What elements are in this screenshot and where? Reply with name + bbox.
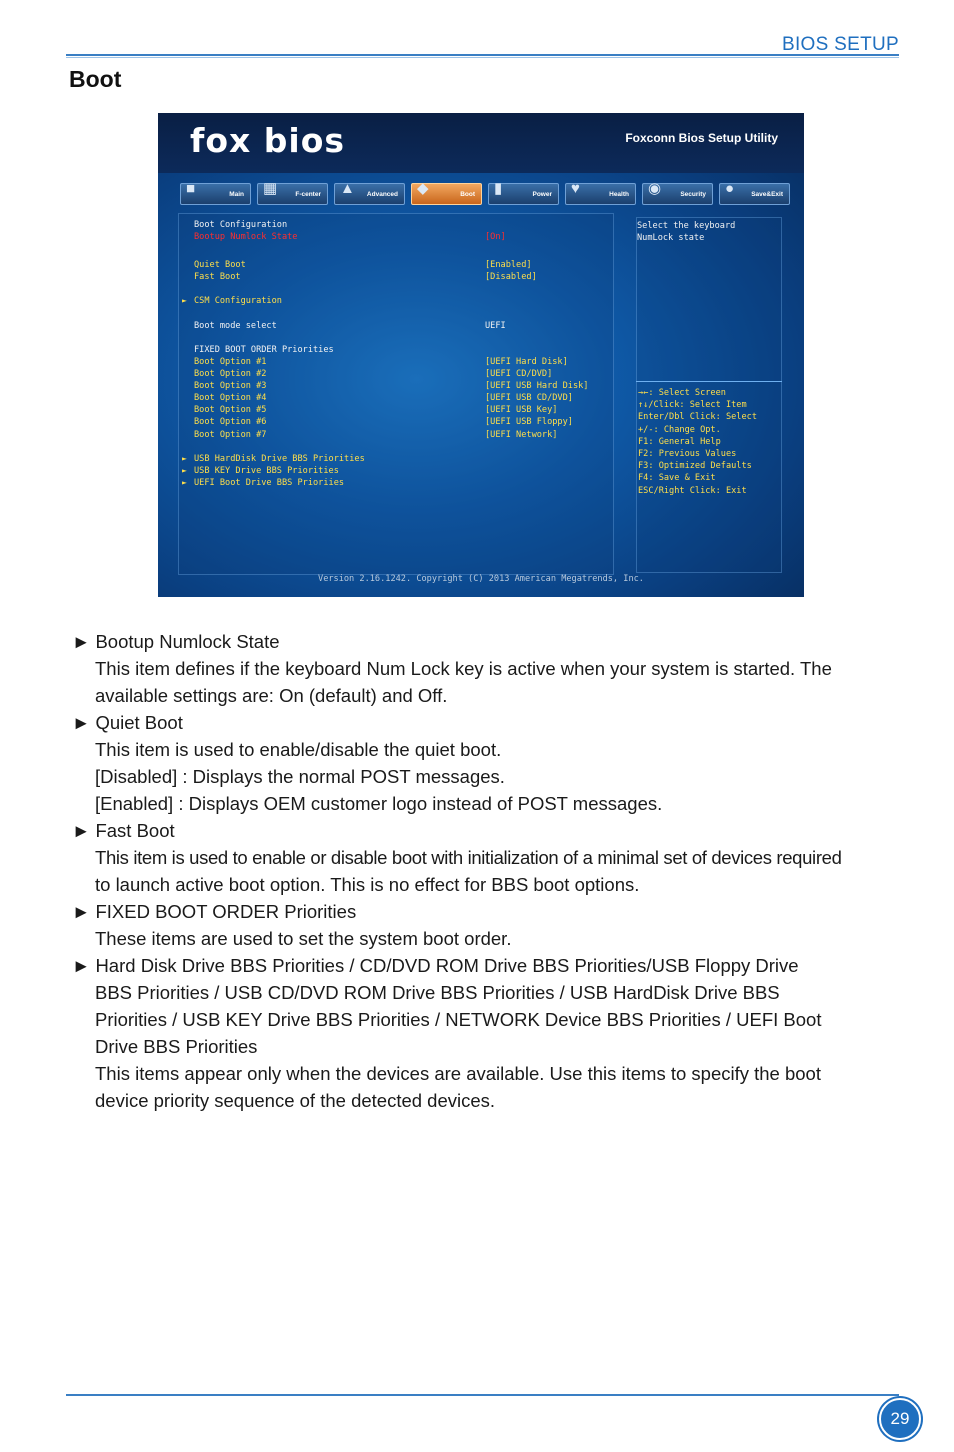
bios-key-hint: ↑↓/Click: Select Item — [638, 400, 747, 411]
bios-key-hint: →←: Select Screen — [638, 388, 726, 398]
tab-label: Main — [229, 190, 244, 198]
bios-row-label[interactable]: CSM Configuration — [194, 296, 282, 306]
bios-tab-save-exit[interactable] — [719, 180, 790, 205]
item-description-line: Drive BBS Priorities — [95, 1036, 258, 1057]
bios-row-label[interactable]: Boot mode select — [194, 321, 277, 331]
bios-row-label[interactable]: Boot Option #5 — [194, 405, 267, 415]
tab-label: Health — [609, 190, 629, 198]
bios-row-label[interactable]: Boot Option #6 — [194, 417, 267, 427]
bios-key-hint: Enter/Dbl Click: Select — [638, 412, 757, 423]
tab-label: Boot — [460, 190, 475, 198]
item-description-line: This item is used to enable or disable boot with initialization of a minimal set of devices required — [95, 847, 842, 868]
item-description-line: Priorities / USB KEY Drive BBS Priorities / NETWORK Device BBS Priorities / UEFI Boot — [95, 1009, 822, 1030]
tab-icon: ◆ — [417, 180, 429, 197]
bios-row-value[interactable]: [UEFI Hard Disk] — [485, 357, 568, 367]
bios-screenshot — [158, 113, 804, 597]
page-title: Boot — [69, 66, 122, 92]
bios-row-label[interactable]: USB KEY Drive BBS Priorities — [194, 466, 339, 476]
bios-row-label[interactable]: Quiet Boot — [194, 260, 246, 270]
submenu-arrow-icon: ► — [182, 466, 187, 475]
bios-row-value[interactable]: [UEFI USB CD/DVD] — [485, 393, 573, 403]
bios-row-value[interactable]: [UEFI Network] — [485, 430, 558, 440]
section-label: BIOS SETUP — [781, 34, 899, 55]
footer-rule — [66, 1394, 899, 1396]
tab-icon: ■ — [186, 180, 196, 197]
submenu-arrow-icon: ► — [182, 296, 187, 305]
item-description-line: This items appear only when the devices are available. Use this items to specify the boot — [95, 1063, 821, 1084]
item-description-line: to launch active boot option. This is no effect for BBS boot options. — [95, 874, 640, 895]
item-description-line: [Disabled] : Displays the normal POST messages. — [95, 766, 505, 787]
bios-row-label[interactable]: Fast Boot — [194, 272, 241, 282]
bios-row-value[interactable]: [UEFI USB Floppy] — [485, 417, 573, 427]
item-description-line: [Enabled] : Displays OEM customer logo instead of POST messages. — [95, 793, 663, 814]
page-number: 29 — [879, 1398, 921, 1440]
bios-help-text: Select the keyboard — [637, 221, 736, 231]
bios-key-hint: F4: Save & Exit — [638, 473, 716, 484]
tab-label: Save&Exit — [751, 190, 783, 198]
tab-icon: ● — [725, 180, 735, 197]
item-description-line: These items are used to set the system boot order. — [95, 928, 512, 949]
bios-row-value[interactable]: [Disabled] — [485, 272, 537, 282]
item-title: ► Fast Boot — [72, 820, 175, 841]
bios-key-hint: F2: Previous Values — [638, 449, 737, 459]
tab-icon: ♥ — [571, 180, 580, 197]
bios-row-value[interactable]: [On] — [485, 232, 506, 242]
bios-row-value[interactable]: UEFI — [485, 321, 506, 331]
bios-key-hint: F1: General Help — [638, 436, 721, 447]
bios-utility-title: Foxconn Bios Setup Utility — [625, 131, 778, 145]
bios-row-label[interactable]: Boot Option #7 — [194, 430, 267, 440]
submenu-arrow-icon: ► — [182, 454, 187, 463]
bios-version: Version 2.16.1242. Copyright (C) 2013 American Megatrends, Inc. — [318, 574, 644, 584]
bios-row-value[interactable]: [UEFI USB Hard Disk] — [485, 381, 589, 391]
bios-row-label: FIXED BOOT ORDER Priorities — [194, 345, 334, 355]
tab-icon: ▦ — [263, 180, 278, 197]
item-title: ► Quiet Boot — [72, 712, 183, 733]
bios-key-hint: ESC/Right Click: Exit — [638, 485, 747, 496]
header-rule-light — [66, 57, 899, 58]
item-title: ► Hard Disk Drive BBS Priorities / CD/DVD ROM Drive BBS Priorities/USB Floppy Drive — [72, 955, 799, 976]
bios-row-value[interactable]: [UEFI USB Key] — [485, 405, 558, 415]
bios-row-label[interactable]: USB HardDisk Drive BBS Priorities — [194, 454, 365, 464]
bios-tab-bar — [180, 181, 790, 207]
tab-label: Security — [680, 190, 706, 198]
item-description-line: This item defines if the keyboard Num Lock key is active when your system is started. The — [95, 658, 832, 679]
item-description-line: BBS Priorities / USB CD/DVD ROM Drive BBS Priorities / USB HardDisk Drive BBS — [95, 982, 780, 1003]
item-description-line: This item is used to enable/disable the quiet boot. — [95, 739, 502, 760]
bios-row-label[interactable]: Boot Option #3 — [194, 381, 267, 391]
bios-row-label[interactable]: Boot Option #4 — [194, 393, 267, 403]
bios-row-label[interactable]: Boot Option #1 — [194, 357, 267, 367]
tab-icon: ◉ — [648, 180, 662, 197]
bios-tab-advanced[interactable] — [334, 180, 405, 205]
bios-row-label: Boot Configuration — [194, 220, 288, 230]
bios-help-divider — [636, 381, 782, 382]
tab-label: Advanced — [366, 190, 398, 198]
bios-tab-boot[interactable] — [411, 180, 482, 205]
bios-row-value[interactable]: [UEFI CD/DVD] — [485, 369, 553, 379]
tab-label: Power — [532, 190, 552, 198]
item-description-line: device priority sequence of the detected devices. — [95, 1090, 496, 1111]
item-title: ► Bootup Numlock State — [72, 631, 280, 652]
bios-key-hint: +/-: Change Opt. — [638, 424, 721, 435]
bios-tab-security[interactable] — [642, 180, 713, 205]
bios-tab-power[interactable] — [488, 180, 559, 205]
bios-tab-health[interactable] — [565, 180, 636, 205]
bios-tab-main[interactable] — [180, 180, 251, 205]
bios-key-hint: F3: Optimized Defaults — [638, 461, 752, 472]
bios-row-value[interactable]: [Enabled] — [485, 260, 532, 270]
bios-help-text: NumLock state — [637, 233, 705, 243]
bios-row-label[interactable]: Boot Option #2 — [194, 369, 267, 379]
bios-row-label[interactable]: Bootup Numlock State — [194, 232, 298, 242]
bios-tab-f-center[interactable] — [257, 180, 328, 205]
item-title: ► FIXED BOOT ORDER Priorities — [72, 901, 357, 922]
tab-icon: ▲ — [340, 180, 355, 197]
item-description-line: available settings are: On (default) and Off. — [95, 685, 448, 706]
tab-icon: ▮ — [494, 180, 503, 197]
tab-label: F-center — [295, 190, 321, 198]
bios-row-label[interactable]: UEFI Boot Drive BBS Prioriies — [194, 478, 345, 488]
header-rule — [66, 54, 899, 56]
bios-logo: fox bios — [190, 121, 346, 160]
submenu-arrow-icon: ► — [182, 478, 187, 487]
